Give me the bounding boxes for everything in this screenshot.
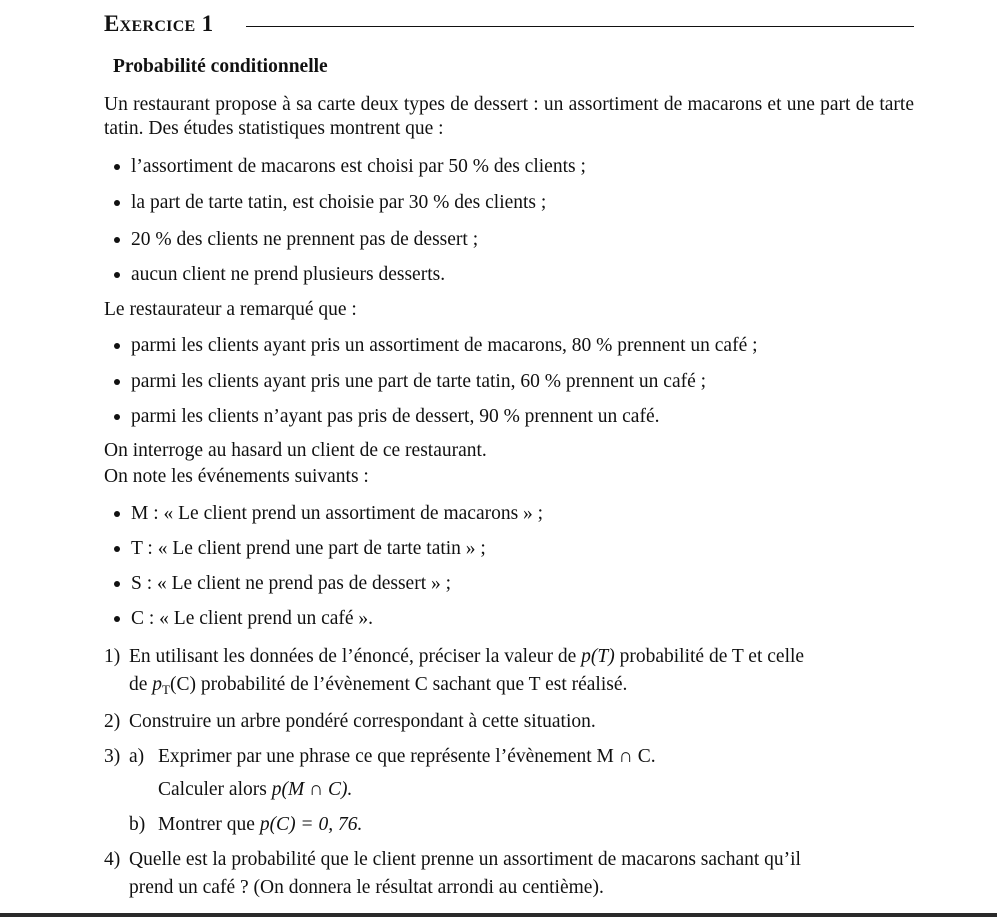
math-expression: p(T)	[581, 646, 615, 667]
question-3a	[104, 745, 914, 771]
exercise-title: Exercice 1	[104, 11, 214, 36]
question-number: 2)	[104, 711, 121, 732]
event-item	[104, 607, 914, 633]
question-text: de	[129, 674, 153, 696]
question-1-text	[129, 645, 914, 699]
bullet-icon	[114, 616, 120, 622]
event-text: M : « Le client prend un assortiment de macarons » ;	[131, 503, 544, 524]
question-text: Exprimer par une phrase ce que représente l’évènement M ∩ C.	[158, 746, 656, 767]
fact-item	[104, 155, 914, 181]
remark-item	[104, 370, 914, 396]
remark-text: parmi les clients ayant pris une part de tarte tatin, 60 % prennent un café ;	[131, 371, 707, 392]
subquestion-label: a)	[129, 746, 145, 767]
event-item	[104, 537, 914, 563]
question-text: prend un café ? (On donnera le résultat arrondi au centième).	[129, 877, 604, 899]
event-item	[104, 502, 914, 528]
question-1-line-2	[129, 673, 914, 698]
question-1-line-1	[129, 645, 914, 669]
event-text: T : « Le client prend une part de tarte tatin » ;	[131, 538, 486, 559]
remark-item	[104, 405, 914, 431]
fact-text: la part de tarte tatin, est choisie par 30 % des clients ;	[131, 192, 547, 213]
bottom-border	[0, 913, 997, 917]
question-3a-calc-text	[158, 778, 352, 802]
bullet-icon	[114, 200, 120, 206]
question-3a-calc	[104, 778, 914, 804]
question-2	[104, 710, 914, 736]
bullet-icon	[114, 237, 120, 243]
fact-item	[104, 191, 914, 217]
bullet-icon	[114, 414, 120, 420]
event-item	[104, 572, 914, 598]
question-3b	[104, 813, 914, 839]
bullet-icon	[114, 343, 120, 349]
question-text: En utilisant les données de l’énoncé, préciser la valeur de	[129, 646, 582, 667]
question-3b-text	[158, 813, 362, 837]
fact-text: l’assortiment de macarons est choisi par 50 % des clients ;	[131, 156, 586, 177]
fact-text: aucun client ne prend plusieurs desserts.	[131, 264, 446, 285]
math-argument: (C)	[169, 674, 196, 696]
question-text: Montrer que	[158, 814, 260, 835]
header-rule	[246, 26, 914, 27]
bullet-icon	[114, 272, 120, 278]
question-text: Construire un arbre pondéré correspondant à cette situation.	[129, 711, 596, 732]
fact-item	[104, 228, 914, 254]
bullet-icon	[114, 379, 120, 385]
subquestion-label: b)	[129, 814, 146, 835]
bullet-icon	[114, 164, 120, 170]
exercise-header	[104, 10, 914, 40]
remark-intro: Le restaurateur a remarqué que :	[104, 299, 357, 320]
question-1	[104, 645, 914, 701]
draw-line: On interroge au hasard un client de ce restaurant.	[104, 440, 487, 461]
bullet-icon	[114, 511, 120, 517]
question-number: 3)	[104, 746, 121, 767]
remark-text: parmi les clients ayant pris un assortiment de macarons, 80 % prennent un café ;	[131, 335, 758, 356]
exercise-subtitle: Probabilité conditionnelle	[113, 56, 328, 77]
fact-text: 20 % des clients ne prennent pas de dessert ;	[131, 229, 479, 250]
question-4-text	[129, 848, 914, 901]
event-text: C : « Le client prend un café ».	[131, 608, 374, 629]
question-number: 1)	[104, 646, 121, 667]
question-text: probabilité de l’évènement C sachant que T est réalisé.	[195, 674, 628, 696]
fact-item	[104, 263, 914, 289]
events-intro: On note les événements suivants :	[104, 466, 369, 487]
question-text: Quelle est la probabilité que le client prenne un assortiment de macarons sachant qu’il	[129, 849, 801, 870]
intro-paragraph: Un restaurant propose à sa carte deux types de dessert : un assortiment de macarons et une part de tarte tatin. Des études statistiques montrent que :	[104, 94, 914, 140]
question-text: Calculer alors	[158, 779, 272, 800]
question-4	[104, 848, 914, 904]
math-expression: p(M ∩ C).	[271, 779, 353, 800]
event-text: S : « Le client ne prend pas de dessert » ;	[131, 573, 452, 594]
math-subscript: T	[162, 682, 170, 698]
bullet-icon	[114, 546, 120, 552]
math-p: p	[152, 674, 163, 696]
remark-text: parmi les clients n’ayant pas pris de dessert, 90 % prennent un café.	[131, 406, 660, 427]
question-number: 4)	[104, 849, 121, 870]
question-text: probabilité de T et celle	[614, 646, 805, 667]
bullet-icon	[114, 581, 120, 587]
math-expression: p(C) = 0, 76.	[259, 814, 363, 835]
remark-item	[104, 334, 914, 360]
